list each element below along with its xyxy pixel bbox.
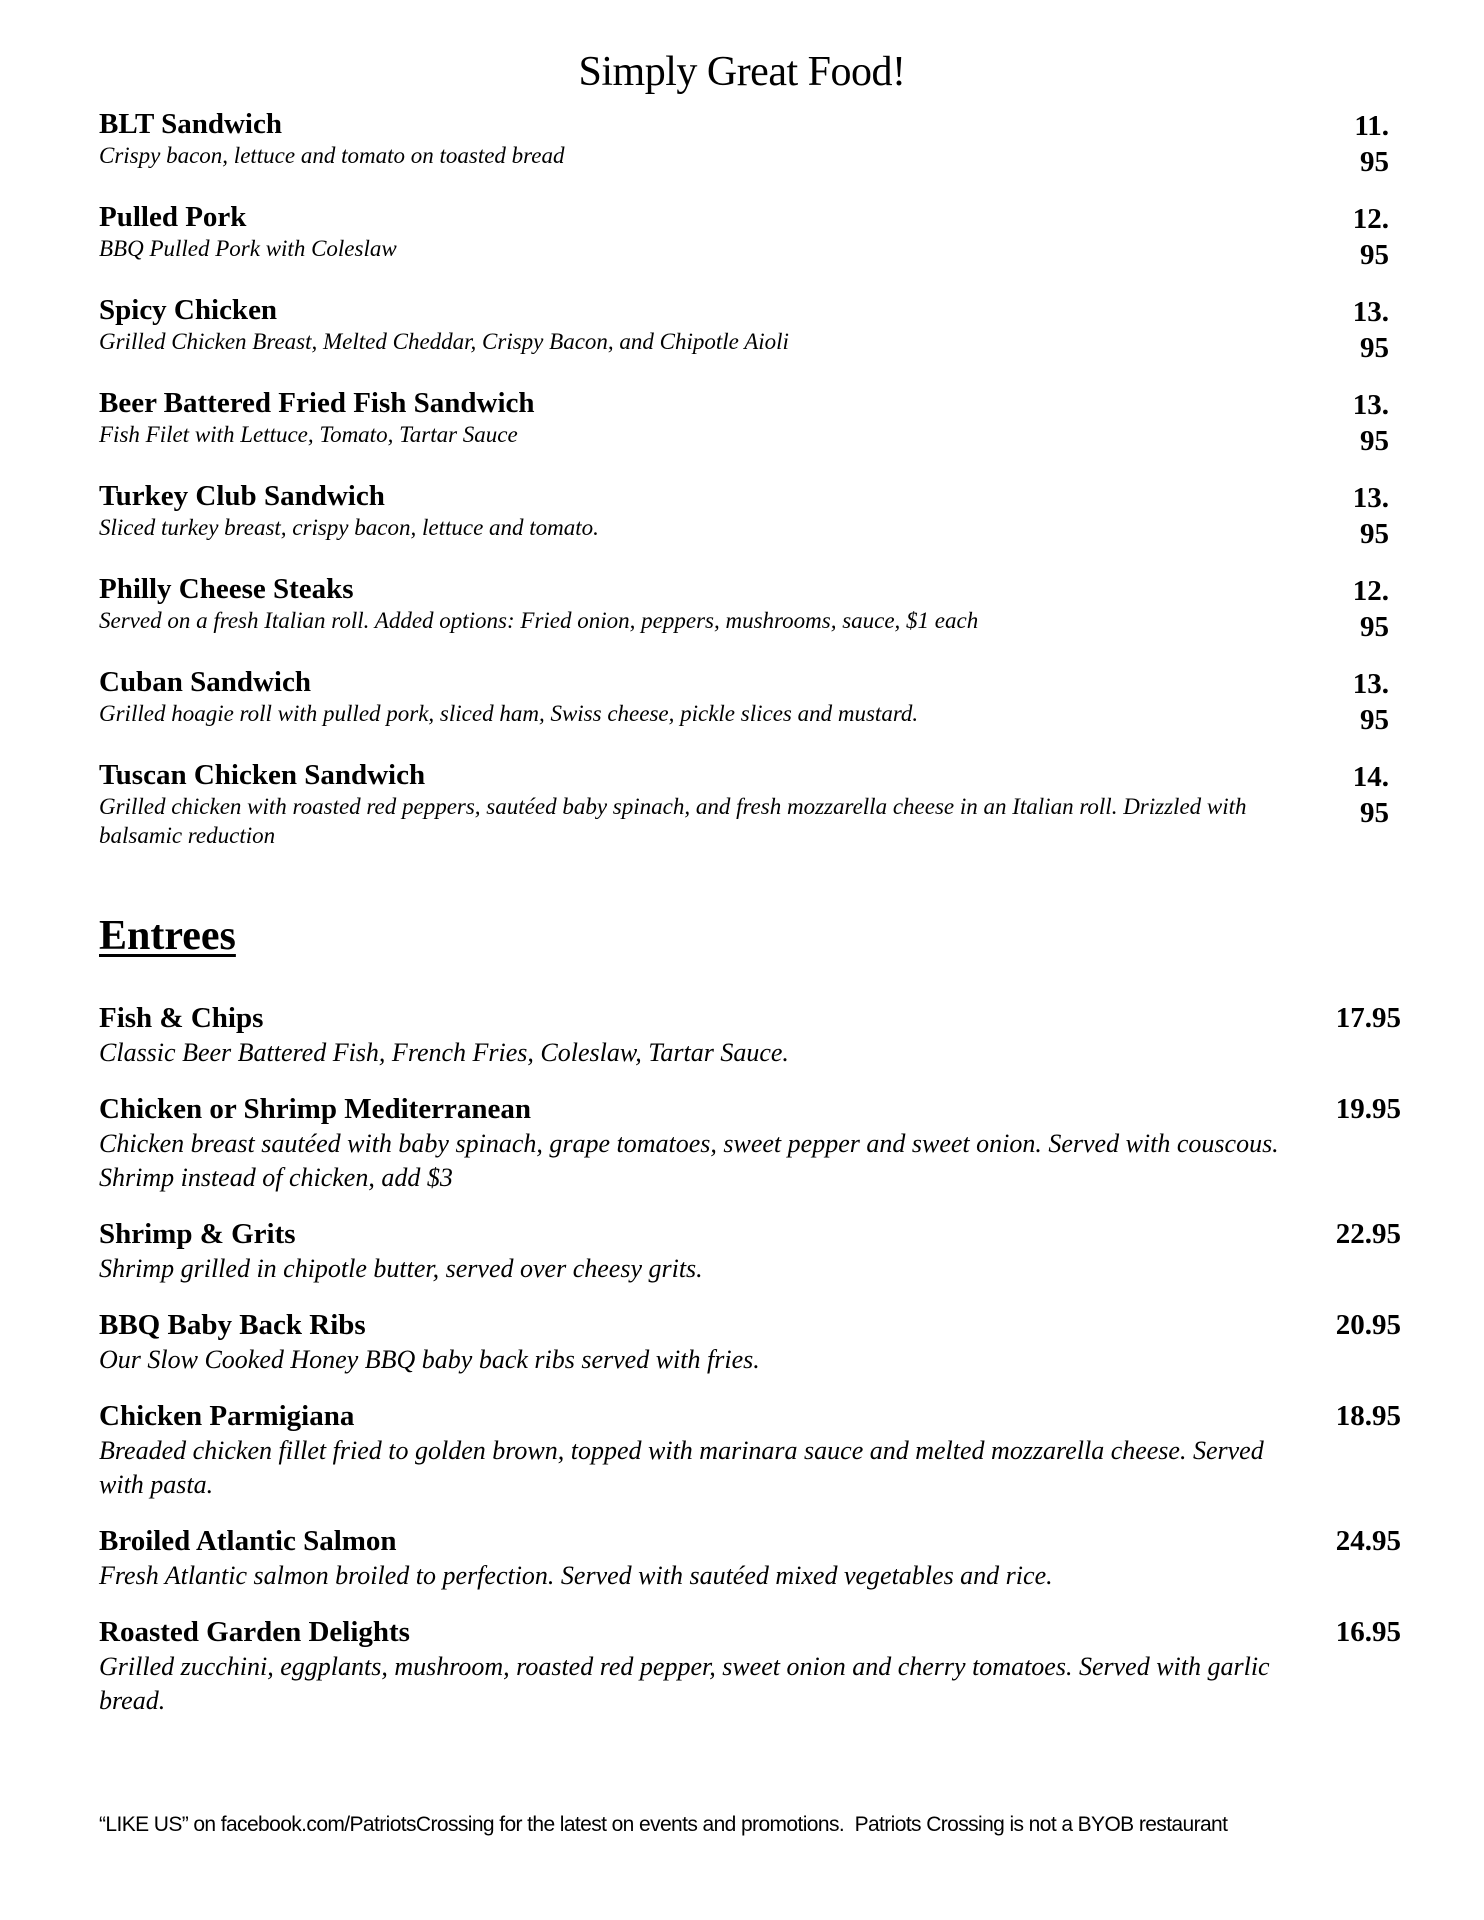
item-name: Fish & Chips — [99, 1002, 264, 1034]
description-text: Fresh Atlantic salmon broiled to perfection. Served with sautéed mixed vegetables and rice. — [99, 1561, 1053, 1590]
item-description: Crispy bacon, lettuce and tomato on toasted bread — [99, 143, 565, 168]
price-cents: 95 — [1360, 518, 1389, 550]
item-name: Cuban Sandwich — [99, 666, 311, 698]
item-name: Philly Cheese Steaks — [99, 573, 354, 605]
item-price: 19.95 — [1335, 1093, 1401, 1125]
price-whole: 12. — [1352, 575, 1389, 607]
menu-item — [99, 759, 1389, 852]
item-description: Sliced turkey breast, crispy bacon, lettuce and tomato. — [99, 515, 599, 540]
description-text: Classic Beer Battered Fish, French Fries, Coleslaw, Tartar Sauce. — [99, 1038, 789, 1067]
price-whole: 13. — [1352, 668, 1389, 700]
description-text: Breaded chicken fillet fried to golden brown, topped with marinara sauce and melted mozzarella cheese. Served with pasta. — [99, 1436, 1264, 1499]
price-cents: 95 — [1360, 611, 1389, 643]
item-description: Grilled hoagie roll with pulled pork, sliced ham, Swiss cheese, pickle slices and mustard. — [99, 701, 919, 726]
item-description — [99, 1252, 1299, 1286]
item-price — [1353, 480, 1389, 552]
item-price — [1353, 666, 1389, 738]
item-price: 17.95 — [1335, 1002, 1401, 1034]
item-name: Spicy Chicken — [99, 294, 278, 326]
entrees-heading: Entrees — [99, 913, 236, 959]
item-name: Chicken Parmigiana — [99, 1400, 355, 1432]
item-description: Grilled Chicken Breast, Melted Cheddar, Crispy Bacon, and Chipotle Aioli — [99, 329, 789, 354]
entree-list — [99, 1000, 1401, 1739]
item-name: Chicken or Shrimp Mediterranean — [99, 1093, 532, 1125]
item-description — [99, 1127, 1299, 1195]
price-cents: 95 — [1360, 146, 1389, 178]
item-description: Fish Filet with Lettuce, Tomato, Tartar Sauce — [99, 422, 518, 447]
price-whole: 13. — [1352, 482, 1389, 514]
menu-item — [99, 1398, 1401, 1523]
item-description — [99, 1434, 1299, 1502]
sandwich-list — [99, 108, 1389, 852]
item-description: BBQ Pulled Pork with Coleslaw — [99, 236, 397, 261]
item-name: Broiled Atlantic Salmon — [99, 1525, 397, 1557]
menu-item — [99, 1000, 1401, 1091]
item-price: 18.95 — [1335, 1400, 1401, 1432]
menu-item — [99, 1216, 1401, 1307]
menu-item — [99, 480, 1389, 573]
item-price: 22.95 — [1335, 1218, 1401, 1250]
item-name: Pulled Pork — [99, 201, 247, 233]
menu-item — [99, 1091, 1401, 1216]
menu-item — [99, 201, 1389, 294]
price-cents: 95 — [1360, 332, 1389, 364]
price-cents: 95 — [1360, 239, 1389, 271]
item-name: Turkey Club Sandwich — [99, 480, 385, 512]
price-whole: 13. — [1352, 296, 1389, 328]
menu-item — [99, 294, 1389, 387]
menu-item — [99, 666, 1389, 759]
item-name: BBQ Baby Back Ribs — [99, 1309, 366, 1341]
description-text: Our Slow Cooked Honey BBQ baby back ribs served with fries. — [99, 1345, 760, 1374]
item-name: BLT Sandwich — [99, 108, 282, 140]
item-price — [1353, 201, 1389, 273]
description-text: Shrimp grilled in chipotle butter, served over cheesy grits. — [99, 1254, 703, 1283]
menu-item — [99, 108, 1389, 201]
description-text: Grilled zucchini, eggplants, mushroom, roasted red pepper, sweet onion and cherry tomatoes. Served with garlic bread. — [99, 1652, 1270, 1715]
item-description — [99, 1343, 1299, 1377]
price-whole: 14. — [1352, 761, 1389, 793]
menu-item — [99, 573, 1389, 666]
price-whole: 13. — [1352, 389, 1389, 421]
item-description — [99, 1559, 1299, 1593]
footer-note: “LIKE US” on facebook.com/PatriotsCrossing for the latest on events and promotions. Patriots Crossing is not a BYOB restaurant — [99, 1813, 1228, 1836]
item-price — [1353, 294, 1389, 366]
item-name: Roasted Garden Delights — [99, 1616, 410, 1648]
menu-item — [99, 1523, 1401, 1614]
item-price — [1354, 108, 1389, 180]
menu-item — [99, 1307, 1401, 1398]
item-name: Beer Battered Fried Fish Sandwich — [99, 387, 535, 419]
description-note: Shrimp instead of chicken, add $3 — [99, 1163, 453, 1192]
item-price — [1353, 387, 1389, 459]
item-price: 16.95 — [1335, 1616, 1401, 1648]
item-description — [99, 1650, 1299, 1718]
price-whole: 12. — [1352, 203, 1389, 235]
item-description: Grilled chicken with roasted red peppers, sautéed baby spinach, and fresh mozzarella cheese in an Italian roll. Drizzled with balsamic reduction — [99, 794, 1247, 848]
page-title: Simply Great Food! — [578, 49, 906, 95]
item-name: Tuscan Chicken Sandwich — [99, 759, 426, 791]
item-name: Shrimp & Grits — [99, 1218, 296, 1250]
item-price: 24.95 — [1335, 1525, 1401, 1557]
menu-item — [99, 387, 1389, 480]
price-cents: 95 — [1360, 797, 1389, 829]
item-price — [1353, 759, 1389, 831]
item-description: Served on a fresh Italian roll. Added options: Fried onion, peppers, mushrooms, sauce, $1 each — [99, 608, 979, 633]
item-description — [99, 1036, 1299, 1070]
menu-item — [99, 1614, 1401, 1739]
item-price: 20.95 — [1335, 1309, 1401, 1341]
price-whole: 11. — [1354, 110, 1389, 142]
price-cents: 95 — [1360, 425, 1389, 457]
price-cents: 95 — [1360, 704, 1389, 736]
description-text: Chicken breast sautéed with baby spinach, grape tomatoes, sweet pepper and sweet onion. Served with couscous. — [99, 1129, 1279, 1158]
item-price — [1353, 573, 1389, 645]
